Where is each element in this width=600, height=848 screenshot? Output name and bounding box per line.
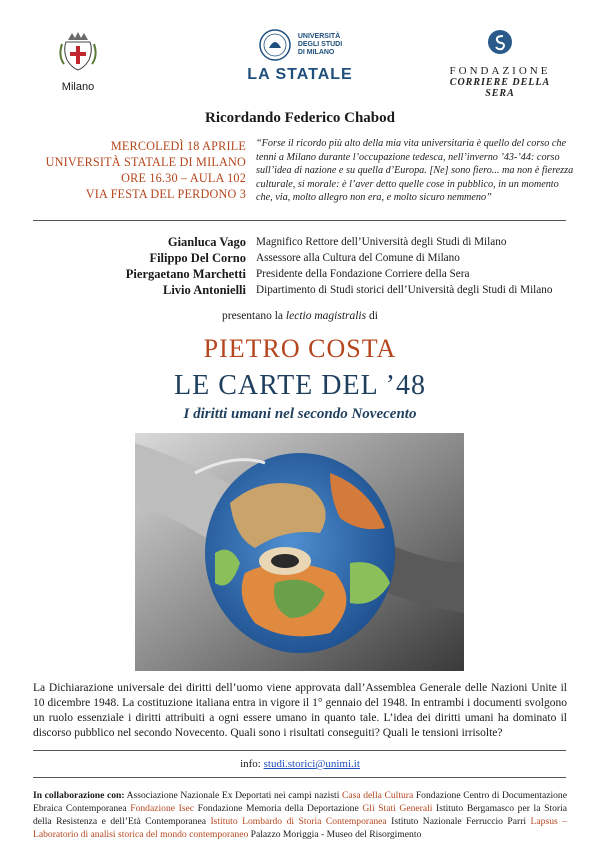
speaker-role: Magnifico Rettore dell’Università degli Studi di Milano [256, 236, 507, 248]
speaker-row [20, 250, 580, 266]
lecturer-name: PIETRO COSTA [203, 334, 397, 363]
statale-wordmark: LA STATALE [247, 66, 353, 83]
collab-part-highlight: Casa della Cultura [341, 790, 414, 801]
collab-part-highlight: Istituto Lombardo di Storia Contemporanea [210, 816, 387, 827]
lecture-title: LE CARTE DEL ’48 [173, 370, 427, 401]
speaker-role: Dipartimento di Studi storici dell’Università degli Studi di Milano [256, 284, 553, 296]
statale-logo [245, 28, 355, 84]
info-label: info: [240, 758, 264, 770]
fondazione-emblem-icon [486, 28, 514, 56]
milano-crest-icon [58, 30, 98, 74]
collab-part-highlight: Fondazione Isec [130, 803, 195, 814]
presentation-before: presentano la [222, 310, 286, 322]
divider-mid [33, 750, 566, 751]
chabod-quote: “Forse il ricordo più alto della mia vita universitaria è quello del corso che tenni a Milano durante l’occupazione tedesca, nell’inverno ’43-’44: corso sull’idea di nazione e su quella d’Europa. [Ne] sono fiero... ma non è fierezza culturale, si morale: è l’aver detto quelle cose in pubblico, in un momento che, via, molto allegro non era, e molto sicuro nemmeno” [256, 138, 574, 204]
collab-part: Palazzo Moriggia - Museo del Risorgimento [248, 829, 422, 840]
collab-label: In collaborazione con: [33, 790, 125, 801]
speaker-name: Piergaetano Marchetti [125, 267, 246, 281]
collab-part: Fondazione Centro di Documentazione Ebraica Contemporanea [33, 790, 567, 814]
speaker-name: Gianluca Vago [167, 235, 246, 249]
fondazione-line-2: CORRIERE DELLA SERA [449, 77, 551, 99]
collab-part: Fondazione Memoria della Deportazione [194, 803, 363, 814]
fondazione-line-1: FONDAZIONE [449, 65, 551, 77]
university-seal-icon [258, 28, 292, 62]
milano-label: Milano [61, 81, 95, 93]
statale-line-1: UNIVERSITÀ [297, 33, 341, 40]
page-title: Ricordando Federico Chabod [204, 110, 395, 126]
lecture-subtitle: I diritti umani nel secondo Novecento [183, 406, 417, 422]
speakers-list [20, 234, 580, 298]
speaker-row [20, 266, 580, 282]
event-address: VIA FESTA DEL PERDONO 3 [85, 187, 246, 201]
collab-part: Istituto Bergamasco per la Storia della Resistenza e dell’Età Contemporanea [33, 803, 567, 827]
info-line [0, 758, 600, 770]
collab-part-highlight: Lapsus – Laboratorio di analisi storica del mondo contemporaneo [33, 816, 568, 840]
statale-line-3: DI MILANO [297, 49, 335, 56]
speaker-name: Filippo Del Corno [149, 251, 246, 265]
hands-globe-image [135, 433, 464, 671]
event-venue: UNIVERSITÀ STATALE DI MILANO [45, 155, 246, 169]
event-date: MERCOLEDÌ 18 APRILE [110, 139, 246, 153]
info-email-link[interactable]: studi.storici@unimi.it [263, 758, 360, 770]
divider-bottom [33, 777, 566, 778]
statale-line-2: DEGLI STUDI [297, 41, 343, 48]
comune-milano-logo [48, 30, 108, 93]
collab-part: Istituto Nazionale Ferruccio Parri [386, 816, 531, 827]
speaker-row [20, 282, 580, 298]
speaker-row [20, 234, 580, 250]
collab-part: Associazione Nazionale Ex Deportati nei campi nazisti [124, 790, 342, 801]
event-details [20, 138, 246, 202]
collaborators [33, 789, 567, 841]
fondazione-corriere-logo [440, 28, 560, 99]
divider-top [33, 220, 566, 221]
speaker-role: Presidente della Fondazione Corriere della Sera [256, 268, 470, 280]
speaker-name: Livio Antonielli [162, 283, 246, 297]
presentation-italic: lectio magistralis [285, 310, 367, 322]
event-time-room: ORE 16.30 – AULA 102 [121, 171, 246, 185]
description-paragraph: La Dichiarazione universale dei diritti dell’uomo viene approvata dall’Assemblea Generale delle Nazioni Unite il 10 dicembre 1948. La costituzione italiana entra in vigore il 1° gennaio del 1948. In entrambi i documenti svolgono un ruolo essenziale i diritti attribuiti a ogni essere umano in quanto tale. L’idea dei diritti umani ha dominato il discorso pubblico nel secondo Novecento. Quali sono i risultati conseguiti? Quali le tensioni irrisolte? [33, 682, 567, 739]
presentation-after: di [366, 310, 378, 322]
speaker-role: Assessore alla Cultura del Comune di Milano [256, 252, 460, 264]
collab-part-highlight: Gli Stati Generali [362, 803, 433, 814]
presentation-line [0, 310, 600, 322]
